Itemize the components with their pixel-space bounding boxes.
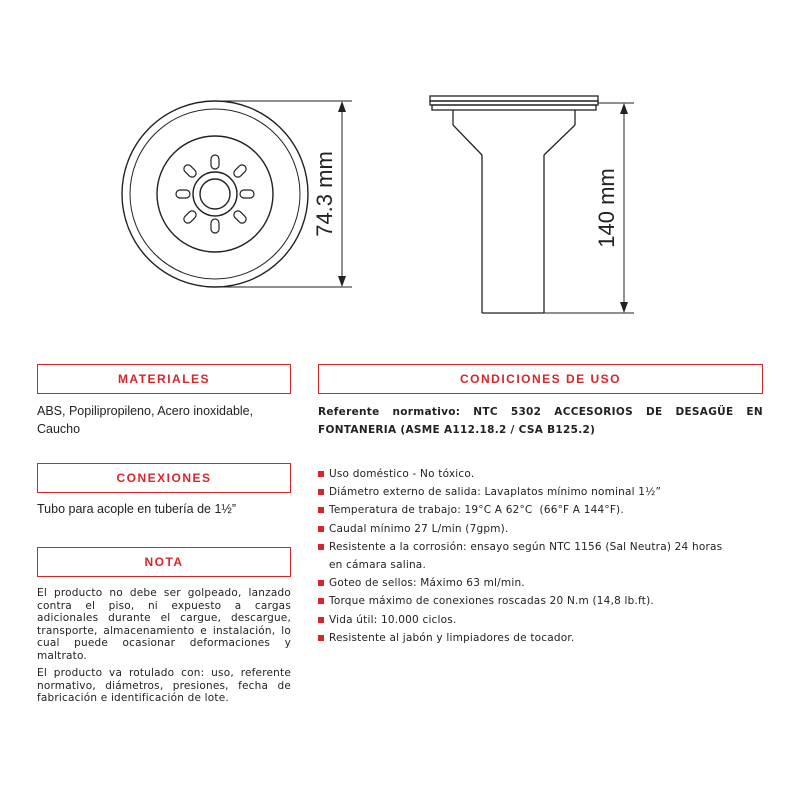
list-item [318,501,763,519]
materiales-text: ABS, Popilipropileno, Acero inoxidable, Caucho [37,404,254,436]
drain-hole [240,190,254,198]
list-item-text: Torque máximo de conexiones roscadas 20 N.m (14,8 lb.ft). [329,595,654,608]
bullet-icon [318,635,324,641]
drain-hole [182,163,198,179]
drain-hole [211,155,219,169]
list-item [318,465,763,483]
nota-header: NOTA [37,547,291,577]
diameter-label: 74.3 mm [312,151,337,237]
condiciones-header: CONDICIONES DE USO [318,364,763,394]
bullet-icon [318,507,324,513]
drain-hole [176,190,190,198]
side-view [430,96,598,313]
bullet-icon [318,471,324,477]
top-view [122,101,308,287]
nota-paragraph-2: El producto va rotulado con: uso, referente normativo, diámetros, presiones, fecha de fabricación e identificación de lote. [37,667,291,704]
conexiones-text: Tubo para acople en tubería de 1½” [37,502,236,516]
height-label: 140 mm [594,168,619,248]
list-item-text: Caudal mínimo 27 L/min (7gpm). [329,522,509,535]
drain-hole [182,209,198,225]
drain-hole [211,219,219,233]
drain-holes [176,155,254,233]
bullet-icon [318,580,324,586]
bullet-icon [318,617,324,623]
list-item [318,629,763,647]
bullet-icon [318,544,324,550]
list-item-text: Resistente al jabón y limpiadores de tocador. [329,631,575,644]
drain-hole [232,163,248,179]
technical-drawing [0,0,800,340]
list-item [318,483,763,501]
outer-flange-circle [122,101,308,287]
bullet-icon [318,489,324,495]
nota-text [37,587,291,705]
list-item [318,520,763,538]
strainer-plate-circle [157,136,273,252]
list-item [318,538,763,574]
bullet-icon [318,526,324,532]
conexiones-header: CONEXIONES [37,463,291,493]
list-item-text: Diámetro externo de salida: Lavaplatos mínimo nominal 1½” [329,486,662,499]
condiciones-list [318,465,763,647]
bullet-icon [318,598,324,604]
height-dimension [544,103,634,313]
materiales-header: MATERIALES [37,364,291,394]
list-item [318,592,763,610]
list-item-text: Vida útil: 10.000 ciclos. [329,613,457,626]
center-ring-inner [200,179,230,209]
list-item-text: Goteo de sellos: Máximo 63 ml/min. [329,577,525,590]
list-item [318,574,763,592]
list-item-text: Uso doméstico - No tóxico. [329,468,475,480]
inner-flange-circle [130,109,300,279]
drain-hole [232,209,248,225]
list-item [318,611,763,629]
list-item-text: Temperatura de trabajo: 19°C A 62°C (66°F A 144°F). [329,504,624,517]
referente-normativo: Referente normativo: NTC 5302 ACCESORIOS DE DESAGÜE EN FONTANERIA (ASME A112.18.2 / CSA B125.2) [318,406,763,436]
nota-paragraph-1: El producto no debe ser golpeado, lanzado contra el piso, ni expuesto a cargas adicionales durante el cargue, descargue, transporte, almacenamiento e instalación, lo cual puede ocasionar deformaciones y maltrato. [37,587,291,662]
list-item-text: Resistente a la corrosión: ensayo según NTC 1156 (Sal Neutra) 24 horas en cámara salina. [329,540,723,572]
